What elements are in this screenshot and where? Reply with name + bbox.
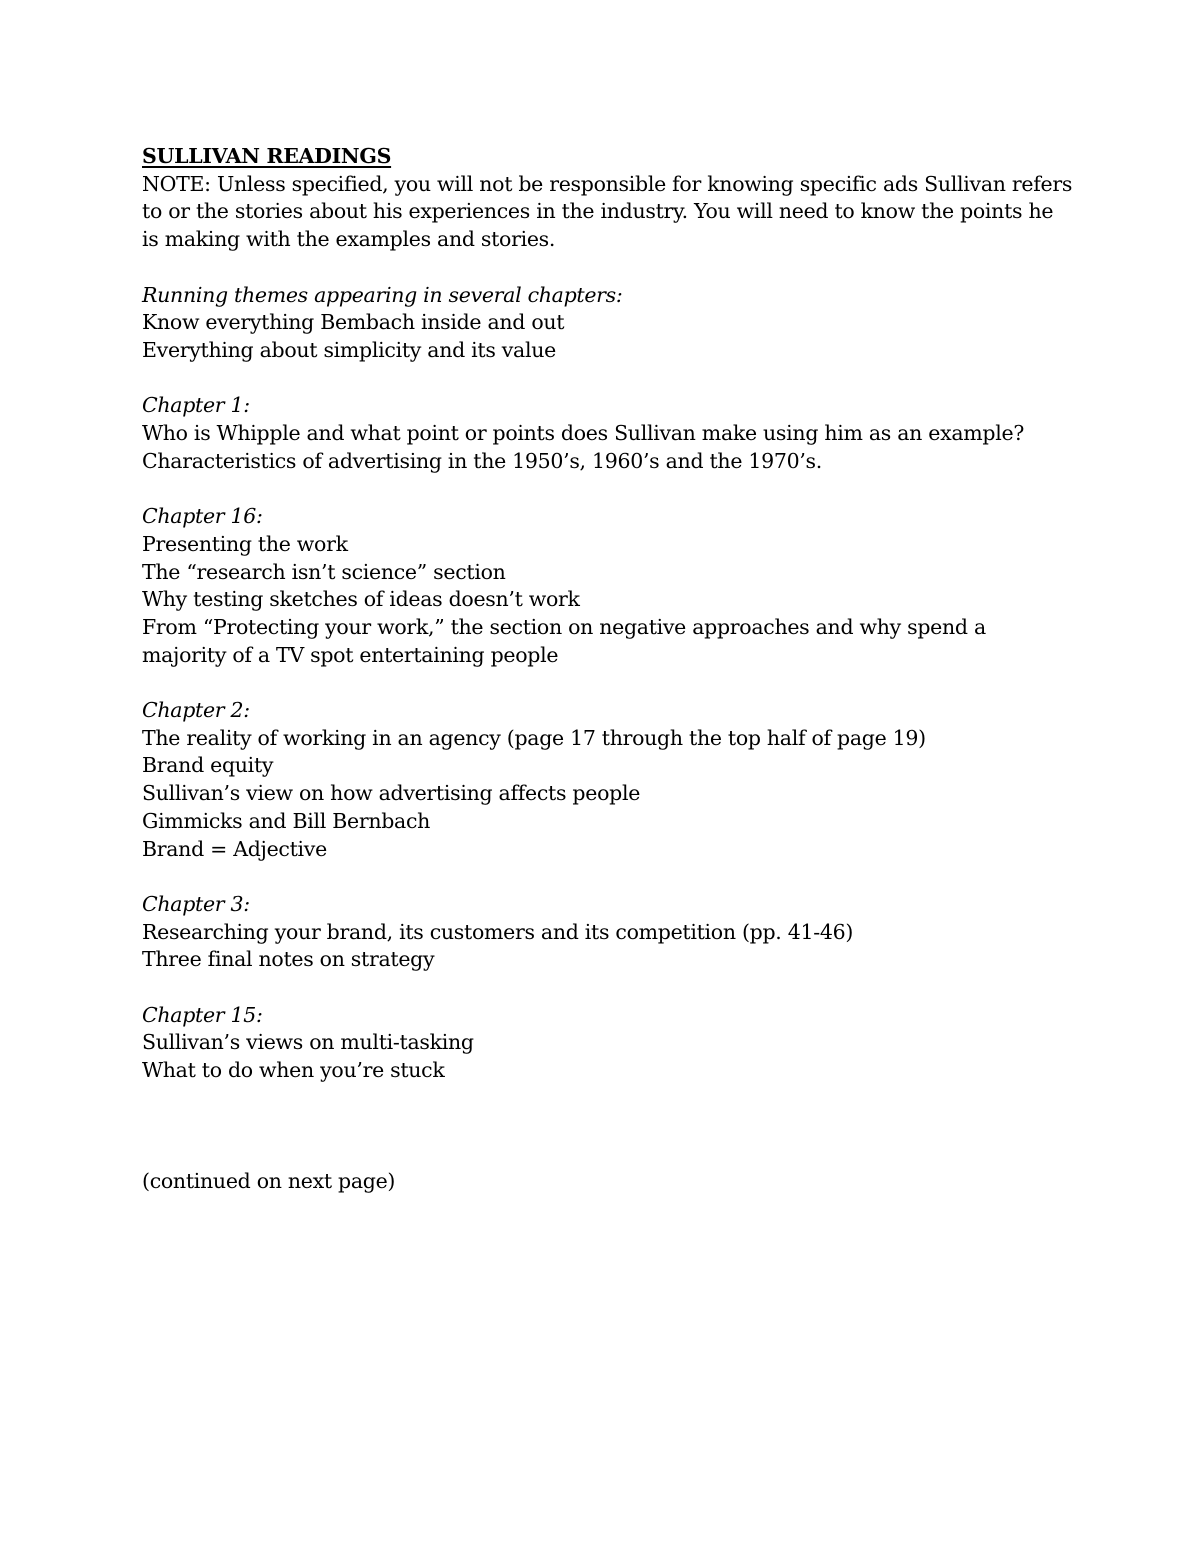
spacer — [142, 254, 1102, 282]
note-paragraph — [142, 171, 1102, 254]
section-item: Know everything Bembach inside and out — [142, 310, 565, 335]
document-page — [142, 143, 1102, 1196]
spacer — [142, 863, 1102, 891]
section-item: Why testing sketches of ideas doesn’t work — [142, 587, 580, 612]
spacer — [142, 365, 1102, 393]
section-item: From “Protecting your work,” the section on negative approaches and why spend a — [142, 614, 986, 639]
section-heading: Chapter 16: — [142, 504, 263, 529]
section-chapter-2 — [142, 697, 1102, 863]
section-heading: Chapter 2: — [142, 698, 250, 722]
section-item: The reality of working in an agency (page 17 through the top half of page 19) — [142, 725, 926, 750]
section-running-themes — [142, 282, 1102, 365]
section-item: Sullivan’s view on how advertising affects people — [142, 781, 641, 806]
section-item: The “research isn’t science” section — [142, 559, 506, 584]
section-item: Sullivan’s views on multi-tasking — [142, 1030, 474, 1055]
section-item: Brand = Adjective — [142, 836, 327, 861]
spacer — [142, 669, 1102, 697]
section-heading: Chapter 3: — [142, 891, 250, 916]
section-heading: Chapter 1: — [142, 393, 250, 418]
section-item: Three final notes on strategy — [142, 947, 435, 972]
note-line: is making with the examples and stories. — [142, 227, 556, 252]
section-chapter-16 — [142, 503, 1102, 669]
section-item: What to do when you’re stuck — [142, 1058, 445, 1083]
note-line: to or the stories about his experiences in the industry. You will need to know the points he — [142, 199, 1054, 224]
section-item: Presenting the work — [142, 531, 348, 556]
section-chapter-3 — [142, 891, 1102, 974]
section-heading: Running themes appearing in several chapters: — [142, 282, 623, 307]
section-item: Characteristics of advertising in the 1950’s, 1960’s and the 1970’s. — [142, 448, 822, 473]
section-heading: Chapter 15: — [142, 1002, 263, 1027]
section-item: Brand equity — [142, 753, 274, 778]
section-item: Everything about simplicity and its value — [142, 337, 556, 362]
section-item: Gimmicks and Bill Bernbach — [142, 808, 431, 833]
section-chapter-1 — [142, 392, 1102, 475]
note-line: NOTE: Unless specified, you will not be responsible for knowing specific ads Sullivan refers — [142, 171, 1073, 196]
spacer — [142, 1085, 1102, 1168]
spacer — [142, 475, 1102, 503]
section-item: Researching your brand, its customers and its competition (pp. 41-46) — [142, 919, 854, 944]
section-chapter-15 — [142, 1002, 1102, 1085]
document-title: SULLIVAN READINGS — [142, 144, 392, 168]
section-item: majority of a TV spot entertaining people — [142, 642, 559, 667]
spacer — [142, 974, 1102, 1002]
section-item: Who is Whipple and what point or points does Sullivan make using him as an example? — [142, 421, 1025, 445]
continued-note: (continued on next page) — [142, 1168, 396, 1193]
